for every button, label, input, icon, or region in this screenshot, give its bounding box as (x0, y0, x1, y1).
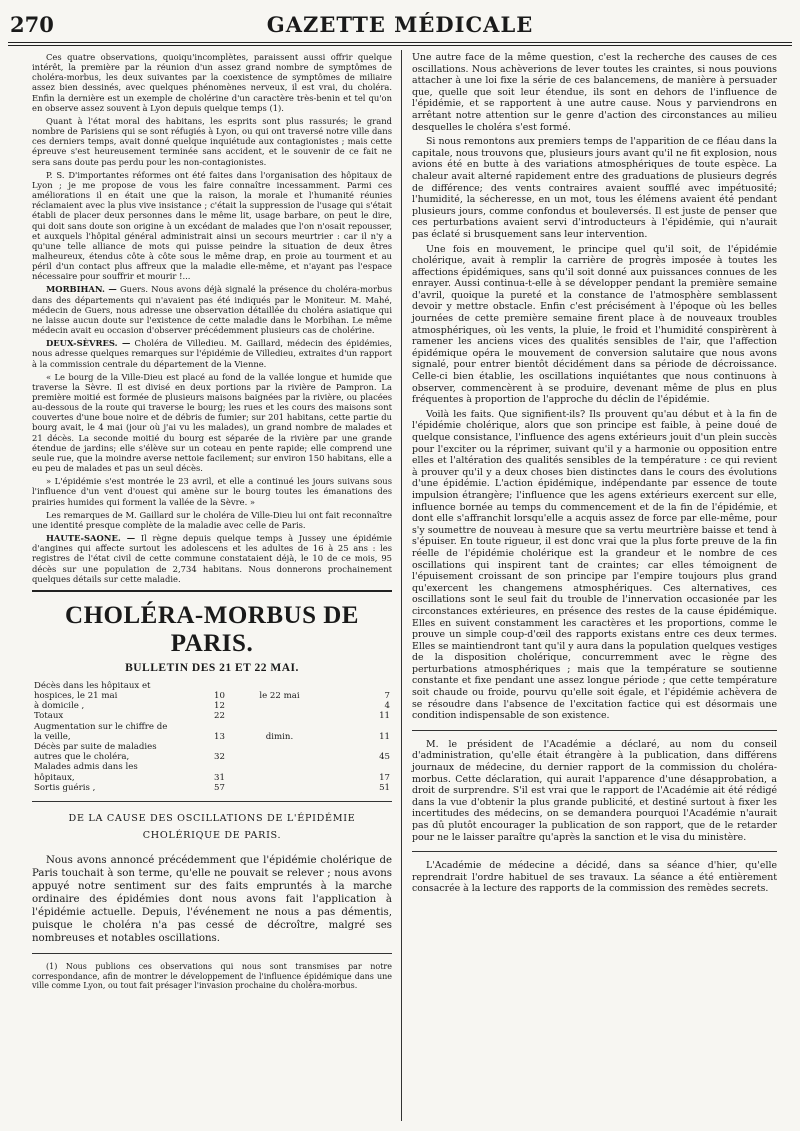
bulletin-row (32, 783, 392, 793)
bulletin-row (32, 722, 392, 742)
bulletin-title: BULLETIN DES 21 ET 22 MAI. (125, 661, 299, 674)
bulletin-row (32, 711, 392, 721)
page-header (8, 8, 792, 43)
paragraph: Quant à l'état moral des habitans, les esprits sont plus rassurés; le grand nombre de Parisiens qui se sont réfugiés à Lyon, ou qui ont traversé notre ville dans ces derniers temps, avait donné quelque inquiétude aux contagionistes ; mais cette épreuve s'est heureusement terminée sans accident, et le souvenir de ce fait ne sera sans doute pas perdu pour les non-contagionistes. (32, 115, 392, 167)
stat-value-21: 13 (214, 731, 225, 742)
stat-label: Décès dans les hôpitaux et hospices, le 21 mai (34, 680, 151, 702)
section-title (32, 810, 392, 844)
paragraph: Une autre face de la même question, c'est la recherche des causes de ces oscillations. Nous achèverions de lever toutes les craintes, si nous pouvions attacher à une loi fixe la série de ces balancemens, de manière à persuader que, quelle que soit leur étendue, ils sont en dehors de l'influence de l'épidémie, et se rapportent à une autre cause. Nous y parviendrons en arrêtant notre attention sur le genre d'action des circonstances au milieu desquelles le choléra s'est formé. (412, 52, 777, 133)
paragraph: Les remarques de M. Gaillard sur le choléra de Ville-Dieu lui ont fait reconnaître une identité presque complète de la maladie avec celle de Paris. (32, 509, 392, 530)
stat-mid-label (227, 783, 332, 793)
stat-value-22: 7 (384, 691, 390, 702)
stat-label: Malades admis dans les hôpitaux, (34, 762, 138, 783)
stat-mid-label: dimin. (265, 731, 294, 742)
stat-value-22: 4 (384, 701, 390, 712)
region-heading: MORBIHAN. — (46, 284, 117, 295)
news-item-haute-saone (32, 533, 392, 584)
paragraph: Voilà les faits. Que signifient-ils? Ils prouvent qu'au début et à la fin de l'épidémie cholérique, alors que son principe est faible, à peine doué de quelque consistance, l'influence des agens extérieurs jouit d'un plein succès pour l'exciter ou la réprimer, suivant qu'il y a harmonie ou opposition entre elles et l'altération des qualités sensibles de la température : ce qui revient à prouver qu'il y a deux choses bien distinctes dans le cours des évolutions d'une épidémie. L'action épidémique, indépendante par essence de toute impulsion étrangère; l'influence que les agens extérieurs exercent sur elle, influence bornée au temps du commencement et de la fin de l'épidémie, et dont elle s'affranchit lorsqu'elle a acquis assez de force par elle-même, pour s'y soumettre de nouveau à mesure que sa vertu meurtrière baisse et tend à s'épuiser. En toute rigueur, il est donc vrai que la plus forte preuve de la fin réelle de l'épidémie cholérique est la grandeur et le nombre de ces oscillations qui inspirent tant de craintes; car elles témoignent de l'épuisement croissant de son principe par l'empire toujours plus grand qu'exercent les changemens atmosphériques. Ces alternatives, ces oscillations sont le seul fait du trouble de l'innervation occasionée par les circonstances extérieures, en présence des restes de la cause épidémique. Elles en suivent constamment les caractères et les proportions, comme le prouve un simple coup-d'œil des rapports existans entre ces deux termes. Elles se maintiendront tant qu'il y aura dans la population quelques vestiges de la disposition cholérique, concurremment avec le règne des perturbations atmosphériques ; mais que la température se soutienne constante et fixe pendant une assez longue période ; que cette température soit chaude ou froide, pourvu qu'elle soit égale, et l'épidémie achèvera de se résoudre dans l'absence de l'excitation factice qui est désormais une condition indispensable de son existence. (412, 408, 777, 722)
stat-value-22: 51 (379, 782, 390, 793)
section-rule (412, 851, 777, 852)
stat-value-21: 12 (214, 701, 225, 712)
right-column (412, 52, 777, 898)
section-rule (32, 801, 392, 802)
section-title-line: CHOLÉRIQUE DE PARIS. (142, 830, 282, 842)
stat-label: Sortis guéris , (34, 782, 96, 793)
stat-mid-label (227, 711, 332, 721)
paragraph: M. le président de l'Académie a déclaré, au nom du conseil d'administration, qu'elle était étrangère à la publication, dans différens journaux de médecine, du dernier rapport de la commission du choléra-morbus. Cette déclaration, qui aurait l'apparence d'une désapprobation, a droit de surprendre. S'il est vrai que le rapport de l'Académie ait été rédigé dans la vue d'obtenir la plus grande publicité, et destiné surtout à fixer les incertitudes des médecins, on se demandera pourquoi l'Académie n'aurait pas dû plutôt encourager la publication de son rapport, que de le retarder pour ne le laisser paraître qu'après la sanction et le visa du ministère. (412, 738, 777, 843)
stat-value-22: 11 (379, 711, 390, 722)
stat-value-22: 17 (379, 772, 390, 783)
paragraph: Une fois en mouvement, le principe quel qu'il soit, de l'épidémie cholérique, avait à remplir la carrière de progrès imposée à toutes les affections épidémiques, sans qu'il soit donné aux puissances connues de les enrayer. Aussi continua-t-elle à se développer pendant la première semaine d'avril, quoique la pureté et la constance de l'atmosphère semblassent devoir y mettre obstacle. Enfin c'est précisément à l'époque où les belles journées de cette première semaine firent place à de nouveaux troubles atmosphériques, où les vents, la pluie, le froid et l'humidité conspirèrent à ramener les anciens vices des qualités sensibles de l'air, que l'affection épidémique opéra le mouvement de conversion salutaire que nous avons signalé, pour entrer bientôt décidément dans sa période de décroissance. Celle-ci bien établie, les oscillations inquiétantes que nous continuons à observer, commencèrent à se produire, devenant même de plus en plus fréquentes à proportion de l'approche du déclin de l'épidémie. (412, 243, 777, 406)
footnote: (1) Nous publions ces observations qui nous sont transmises par notre correspondance, afin de montrer le développement de l'influence épidémique dans une ville comme Lyon, ou tout fait présager l'invasion prochaine du choléra-morbus. (32, 962, 392, 991)
bulletin-row (32, 701, 392, 711)
paragraph: P. S. D'importantes réformes ont été faites dans l'organisation des hôpitaux de Lyon ; je me propose de vous les faire connaître incessamment. Parmi ces améliorations il en était une que la raison, la morale et l'humanité réunies réclamaient avec la plus vive insistance ; c'était la suppression de l'usage qui s'était établi de placer deux personnes dans le même lit, usage barbare, on peut le dire, qui doit sans doute son origine à un excédant de malades que l'on n'osait repousser, et auxquels l'hôpital général administrait ainsi un secours meurtrier : car il n'y a qu'une telle alliance de mots qui puisse peindre la situation de deux êtres malheureux, étendus côte à côte sous le même drap, en proie au tourment et au péril d'un contact plus affreux que la maladie elle-même, et n'ayant pas l'espace nécessaire pour souffrir et mourir !... (32, 169, 392, 282)
cholera-title: CHOLÉRA-MORBUS DE PARIS. (65, 601, 359, 657)
page-number: 270 (10, 12, 54, 37)
news-text: Choléra de Villedieu. M. Gaillard, médecin des épidémies, nous adresse quelques remarques sur l'épidémie de Villedieu, extraites d'un rapport à la commission centrale du département de la Vienne. (32, 338, 392, 369)
paragraph: L'Académie de médecine a décidé, dans sa séance d'hier, qu'elle reprendrait l'ordre habituel de ses travaux. La séance a été entièrement consacrée à la lecture des rapports de la commission des remèdes secrets. (412, 860, 777, 895)
stat-value-22: 45 (379, 752, 390, 763)
paragraph: » L'épidémie s'est montrée le 23 avril, et elle a continué les jours suivans sous l'influence d'un vent d'ouest qui amène sur le bourg toutes les émanations des prairies humides qui forment la vallée de la Sèvre. » (32, 476, 392, 507)
news-text: Guers. Nous avons déjà signalé la présence du choléra-morbus dans des départements qui n'avaient pas été indiqués par le Moniteur. M. Mahé, médecin de Guers, nous adresse une observation détaillée du choléra asiatique qui ne laisse aucun doute sur l'existence de cette maladie dans le Morbihan. Le même médecin avait eu occasion d'observer précédemment plusieurs cas de cholérine. (32, 284, 392, 336)
header-rule (8, 45, 792, 46)
section-rule (412, 730, 777, 731)
stat-label: Augmentation sur le chiffre de la veille, (34, 721, 168, 742)
stat-mid-label: le 22 mai (259, 691, 300, 702)
bulletin-row (32, 742, 392, 762)
stat-value-21: 31 (214, 772, 225, 783)
paragraph: Si nous remontons aux premiers temps de l'apparition de ce fléau dans la capitale, nous trouvons que, plusieurs jours avant qu'il ne fit explosion, nous avions été en butte à des variations atmosphériques de toute espèce. La chaleur avait alterné rapidement entre des graduations de plusieurs degrés de différence; des vents contraires avaient soufflé avec impétuosité; l'humidité, la sécheresse, en un mot, tous les élémens avaient été pendant plusieurs jours, comme confondus et bouleversés. Il est juste de penser que ces perturbations avaient servi d'introducteurs à l'épidémie, qui n'aurait pas éclaté si brusquement sans leur intervention. (412, 136, 777, 240)
stat-label: Totaux (34, 711, 64, 722)
stat-value-21: 10 (214, 691, 225, 702)
paragraph: Ces quatre observations, quoiqu'incomplètes, paraissent aussi offrir quelque intérêt, la première par la réunion d'un assez grand nombre de symptômes de choléra-morbus, les deux suivantes par la coexistence de symptômes de miliaire assez bien dessinés, avec quelques phénomènes nerveux, il est vrai, du choléra. Enfin la dernière est un exemple de cholérine d'un caractère très-benin et tel qu'on en observe assez souvent à Lyon depuis quelque temps (1). (32, 52, 392, 113)
stat-value-21: 57 (214, 782, 225, 793)
column-divider (401, 50, 402, 1121)
paragraph: Nous avons annoncé précédemment que l'épidémie cholérique de Paris touchait à son terme, qu'elle ne pouvait se relever ; nous avons appuyé notre sentiment sur des faits empruntés à la marche ordinaire des épidémies dont nous avons fait l'application à l'épidémie actuelle. Depuis, l'événement ne nous a pas démentis, puisque le choléra n'a pas cessé de décroître, malgré ses nombreuses et notables oscillations. (32, 855, 392, 945)
region-heading: HAUTE-SAONE. — (46, 533, 136, 544)
stat-label: Décès par suite de maladies autres que le choléra, (34, 742, 157, 763)
stat-mid-label (227, 701, 332, 711)
stat-value-21: 22 (214, 711, 225, 722)
stat-mid-label (227, 742, 332, 762)
news-item-deux-sevres (32, 338, 392, 368)
footnote-rule (32, 953, 392, 954)
section-title-line: DE LA CAUSE DES OSCILLATIONS DE L'ÉPIDÉMIE (68, 813, 356, 825)
stat-value-21: 32 (214, 752, 225, 763)
bulletin-row (32, 681, 392, 701)
journal-title: GAZETTE MÉDICALE (266, 12, 534, 37)
region-heading: DEUX-SÈVRES. — (46, 338, 131, 349)
bulletin-row (32, 762, 392, 782)
stat-mid-label (227, 762, 332, 782)
stat-value-22: 11 (379, 731, 390, 742)
bulletin-table (32, 681, 392, 793)
paragraph: « Le bourg de la Ville-Dieu est placé au fond de la vallée longue et humide que traverse la Sèvre. Il est divisé en deux portions par la rivière de Pampron. La première moitié est formée de plusieurs maisons baignées par la rivière, ou placées au-dessous de la route qui traverse le bourg; les rues et les cours des maisons sont couvertes d'une boue noire et de débris de fumier; sur 201 habitans, cette partie du bourg avait, le 4 mai (jour où j'ai vu les malades), un grand nombre de malades et 21 décès. La seconde moitié du bourg est séparée de la rivière par une grande étendue de jardins; elle s'élève sur un coteau en pente rapide; elle comprend une seule rue, que la moindre averse nettoie facilement; sur environ 150 habitans, elle a eu peu de malades et pas un seul décès. (32, 371, 392, 474)
stat-label: à domicile , (34, 701, 85, 712)
left-column (32, 52, 392, 994)
news-item-morbihan (32, 284, 392, 335)
section-rule (32, 590, 392, 592)
news-text: Il règne depuis quelque temps à Jussey une épidémie d'angines qui affecte surtout les adolescens et les adultes de 16 à 25 ans : les registres de l'état civil de cette commune constataient déjà, le 10 de ce mois, 95 décès sur une population de 2,734 habitans. Nous donnerons prochainement quelques détails sur cette maladie. (32, 533, 392, 584)
